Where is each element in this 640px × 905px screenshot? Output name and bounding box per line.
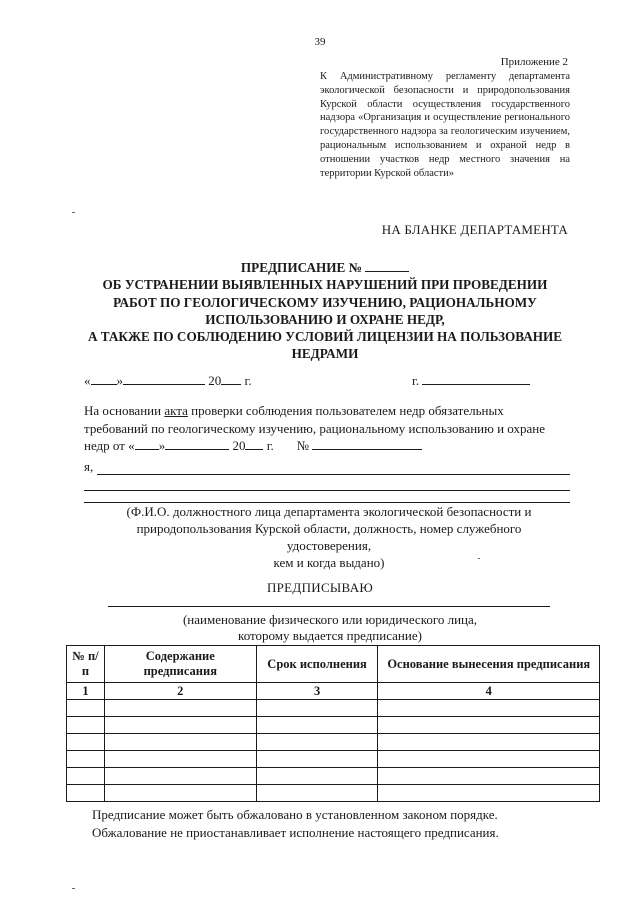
table-cell[interactable]: [256, 785, 378, 802]
table-cell[interactable]: [378, 751, 600, 768]
column-number-4: 4: [378, 683, 600, 700]
table-cell[interactable]: [104, 785, 256, 802]
table-cell[interactable]: [378, 734, 600, 751]
official-name-line-2[interactable]: [84, 490, 570, 491]
prescription-number-field[interactable]: [365, 260, 409, 272]
official-caption: (Ф.И.О. должностного лица департамента экологической безопасности и природопользования Курской области, должность, номер служебного удостоверения, кем и когда выдано): [126, 504, 532, 570]
table-cell[interactable]: [256, 717, 378, 734]
year-field[interactable]: [221, 372, 241, 385]
act-month-field[interactable]: [165, 437, 229, 450]
table-cell[interactable]: [104, 751, 256, 768]
ya-label: я,: [84, 459, 94, 474]
act-year-field[interactable]: [245, 437, 263, 450]
order-word: ПРЕДПИСЫВАЮ: [266, 580, 374, 595]
table-cell[interactable]: [378, 700, 600, 717]
table-row: [67, 751, 600, 768]
table-row: [67, 700, 600, 717]
appendix-label: Приложение 2: [500, 56, 568, 68]
table-cell[interactable]: [104, 768, 256, 785]
table-cell[interactable]: [256, 700, 378, 717]
title-line-2: ОБ УСТРАНЕНИИ ВЫЯВЛЕННЫХ НАРУШЕНИЙ ПРИ ПРОВЕДЕНИИ РАБОТ ПО ГЕОЛОГИЧЕСКОМУ ИЗУЧЕНИЮ, РАЦИОНАЛЬНОМУ ИСПОЛЬЗОВАНИЮ И ОХРАНЕ НЕДР,: [102, 277, 548, 327]
recipient-line[interactable]: [108, 606, 550, 607]
table-cell[interactable]: [104, 717, 256, 734]
scan-speck: [72, 888, 75, 889]
table-row: [67, 768, 600, 785]
column-number-1: 1: [67, 683, 105, 700]
table-row: [67, 717, 600, 734]
letterhead-note: НА БЛАНКЕ ДЕПАРТАМЕНТА: [381, 222, 568, 237]
day-field[interactable]: [91, 372, 117, 385]
table-cell[interactable]: [104, 700, 256, 717]
issue-place: г.: [412, 372, 530, 389]
column-number-3: 3: [256, 683, 378, 700]
table-numbering-row: [67, 683, 600, 700]
table-row: [67, 785, 600, 802]
recipient-caption: (наименование физического или юридического лица, которому выдается предписание): [182, 612, 478, 643]
issue-date: « » 20 г.: [84, 373, 252, 388]
act-link: акта: [164, 403, 188, 418]
act-day-field[interactable]: [135, 437, 159, 450]
header-basis: Основание вынесения предписания: [378, 646, 600, 683]
table-cell[interactable]: [378, 768, 600, 785]
table-cell[interactable]: [256, 768, 378, 785]
table-cell[interactable]: [256, 751, 378, 768]
table-cell[interactable]: [67, 785, 105, 802]
table-cell[interactable]: [67, 768, 105, 785]
header-content: Содержание предписания: [104, 646, 256, 683]
title-line-1: ПРЕДПИСАНИЕ №: [80, 259, 570, 276]
table-cell[interactable]: [378, 785, 600, 802]
prescription-table: [66, 645, 600, 802]
act-number-field[interactable]: [312, 437, 422, 450]
appendix-reference: К Административному регламенту департамента экологической безопасности и природопользования Курской области осуществления государственного надзора «Организация и осуществление регионального государственного надзора за геологическим изучением, рациональным использованием и охраной недр в отношении участков недр местного значения на территории Курской области»: [320, 71, 570, 179]
basis-paragraph: На основании акта проверки соблюдения пользователем недр обязательных требований по геологическому изучению, рациональному использованию и охране недр от « » 20 г. №: [84, 403, 545, 453]
column-number-2: 2: [104, 683, 256, 700]
city-field[interactable]: [422, 372, 530, 385]
month-field[interactable]: [123, 372, 205, 385]
header-deadline: Срок исполнения: [256, 646, 378, 683]
page-number: 39: [314, 36, 326, 48]
document-title: [80, 259, 570, 363]
appeal-notice: Предписание может быть обжаловано в установленном законом порядке. Обжалование не приостанавливает исполнение настоящего предписания.: [92, 807, 499, 840]
table-row: [67, 734, 600, 751]
table-cell[interactable]: [256, 734, 378, 751]
scan-speck: [72, 212, 75, 213]
table-cell[interactable]: [67, 751, 105, 768]
table-cell[interactable]: [67, 717, 105, 734]
table-cell[interactable]: [378, 717, 600, 734]
table-cell[interactable]: [67, 700, 105, 717]
table-cell[interactable]: [104, 734, 256, 751]
scan-speck: [478, 558, 480, 559]
official-name-line-1[interactable]: [97, 474, 570, 475]
title-line-3: А ТАКЖЕ ПО СОБЛЮДЕНИЮ УСЛОВИЙ ЛИЦЕНЗИИ НА ПОЛЬЗОВАНИЕ НЕДРАМИ: [87, 329, 563, 362]
table-header-row: [67, 646, 600, 683]
header-number: № п/п: [67, 646, 105, 683]
table-cell[interactable]: [67, 734, 105, 751]
